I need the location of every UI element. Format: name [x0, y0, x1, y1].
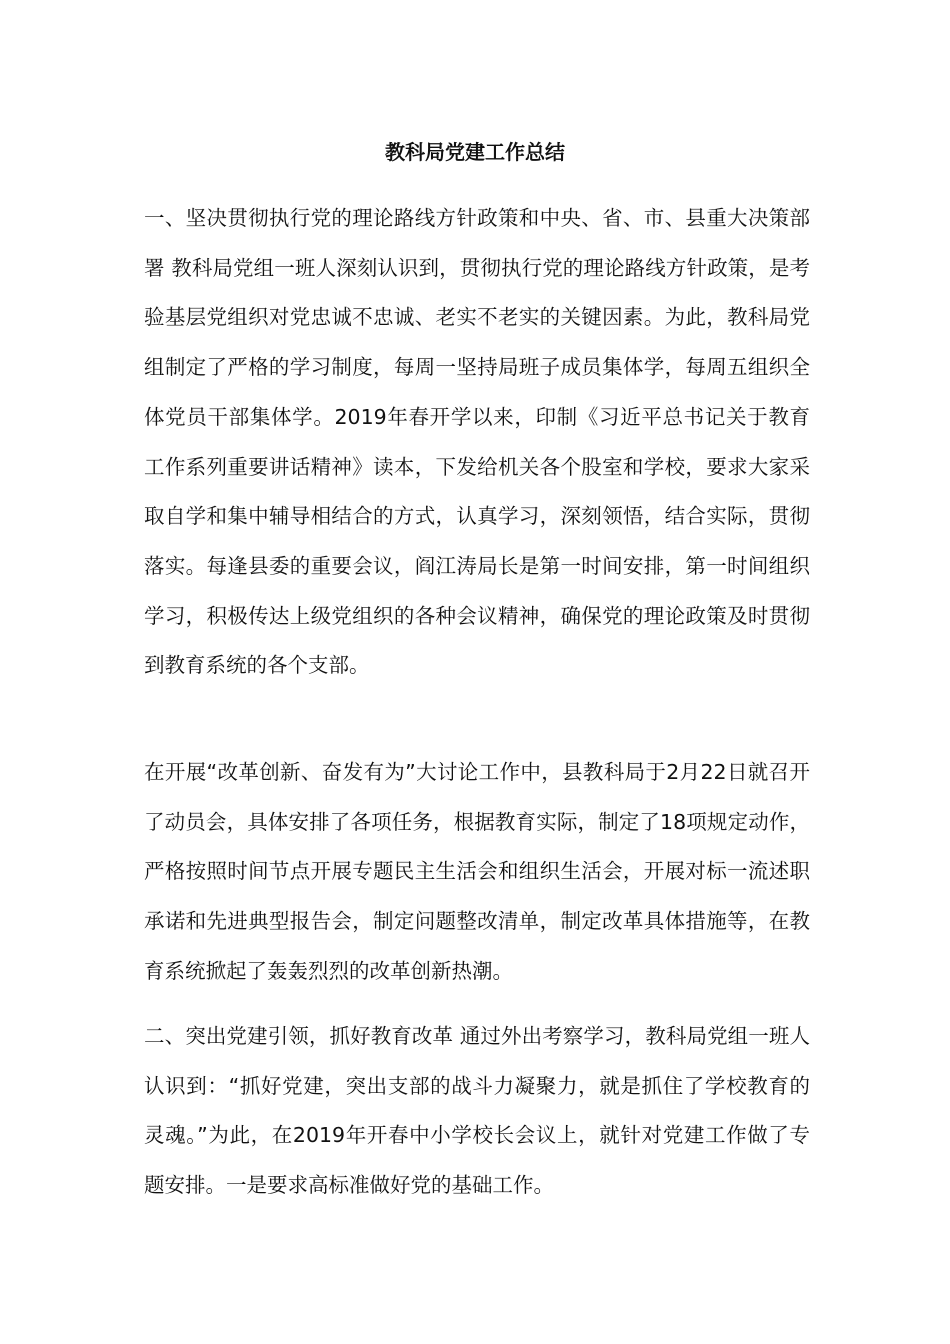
- paragraph-reform-discussion: 在开展“改革创新、奋发有为”大讨论工作中，县教科局于2月22日就召开了动员会，具体安排了各项任务，根据教育实际，制定了18项规定动作，严格按照时间节点开展专题民主生活会和组织生活会，开展对标一流述职承诺和先进典型报告会，制定问题整改清单，制定改革具体措施等，在教育系统掀起了轰轰烈烈的改革创新热潮。: [144, 760, 810, 983]
- paragraph-section-one: 一、坚决贯彻执行党的理论路线方针政策和中央、省、市、县重大决策部署 教科局党组一班人深刻认识到，贯彻执行党的理论路线方针政策，是考验基层党组织对党忠诚不忠诚、老实不老实的关键因素。为此，教科局党组制定了严格的学习制度，每周一坚持局班子成员集体学，每周五组织全体党员干部集体学。2019年春开学以来，印制《习近平总书记关于教育工作系列重要讲话精神》读本，下发给机关各个股室和学校，要求大家采取自学和集中辅导相结合的方式，认真学习，深刻领悟，结合实际，贯彻落实。每逢县委的重要会议，阎江涛局长是第一时间安排，第一时间组织学习，积极传达上级党组织的各种会议精神，确保党的理论政策及时贯彻到教育系统的各个支部。: [144, 206, 810, 678]
- paragraph-section-two: 二、突出党建引领，抓好教育改革 通过外出考察学习，教科局党组一班人认识到：“抓好党建，突出支部的战斗力凝聚力，就是抓住了学校教育的灵魂。”为此，在2019年开春中小学校长会议上，就针对党建工作做了专题安排。一是要求高标准做好党的基础工作。: [144, 1024, 810, 1198]
- document-title: 教科局党建工作总结: [385, 140, 565, 164]
